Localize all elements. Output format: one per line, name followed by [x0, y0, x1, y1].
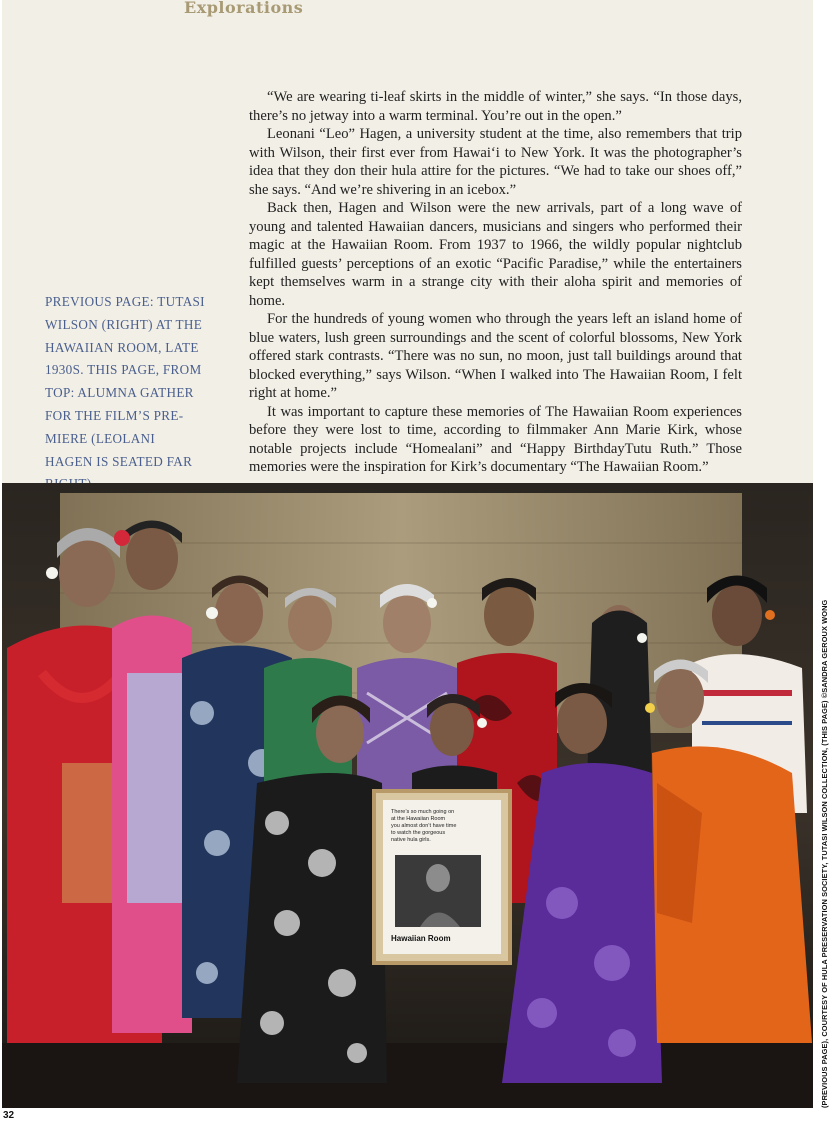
frame-text-line: native hula girls. [391, 837, 431, 843]
article-body [249, 88, 742, 477]
article-paragraph: Leonani “Leo” Hagen, a university student at the time, also remembers that trip with Wilson, their first ever from Hawai‘i to New York. It was the photographer’s idea that they don their hula attire for the pictures. “We had to take our shoes off,” she says. “And we’re shivering in an icebox.” [249, 126, 742, 198]
frame-text-line: to watch the gorgeous [391, 830, 446, 836]
frame-text-line: at the Hawaiian Room [391, 816, 446, 822]
article-paragraph: “We are wearing ti-leaf skirts in the middle of winter,” she says. “In those days, there’s no jetway into a warm terminal. You’re out in the open.” [249, 89, 742, 124]
framed-article [374, 791, 510, 963]
frame-text-line: you almost don’t have time [391, 823, 457, 829]
frame-title: Hawaiian Room [391, 934, 451, 943]
article-paragraph: For the hundreds of young women who through the years left an island home of blue waters, lush green surroundings and the scent of colorful blossoms, New York offered stark contrasts. “There was no sun, no moon, just tall buildings around that blocked everything,” says Wilson. “When I walked into The Hawaiian Room, I felt right at home.” [249, 311, 742, 401]
photo-credit: (PREVIOUS PAGE), COURTESY OF HULA PRESERVATION SOCIETY, TUTASI WILSON COLLECTION, (THIS PAGE) ©SANDRA GEROUX WONG [820, 599, 829, 1108]
page-number: 32 [3, 1110, 15, 1121]
section-label: Explorations [184, 0, 304, 17]
group-photo-illustration [2, 483, 813, 1108]
photo-caption: PREVIOUS PAGE: TUTASI WILSON (RIGHT) AT THE HAWAIIAN ROOM, LATE 1930S. THIS PAGE, FROM TOP: ALUMNA GATHER FOR THE FILM’S PRE-MIERE (LEOLANI HAGEN IS SEATED FAR [45, 294, 205, 469]
article-paragraph: Back then, Hagen and Wilson were the new arrivals, part of a long wave of young and talented Hawaiian dancers, musicians and singers who performed their magic at the Hawaiian Room. From 1937 to 1966, the wildly popular nightclub fulfilled guests’ perceptions of an exotic “Pacific Paradise,” while the entertainers kept themselves warm in a strange city with their aloha spirit and memories of home. [249, 200, 742, 309]
group-photo [2, 483, 813, 1108]
frame-text-line: There’s so much going on [391, 809, 455, 815]
article-paragraph: It was important to capture these memories of The Hawaiian Room experiences before they were lost to time, according to filmmaker Ann Marie Kirk, whose notable projects include “Homealani” and “Happy BirthdayTutu Ruth.” Those memories were the inspiration for Kirk’s documentary “The Hawaiian Room.” [249, 403, 742, 475]
